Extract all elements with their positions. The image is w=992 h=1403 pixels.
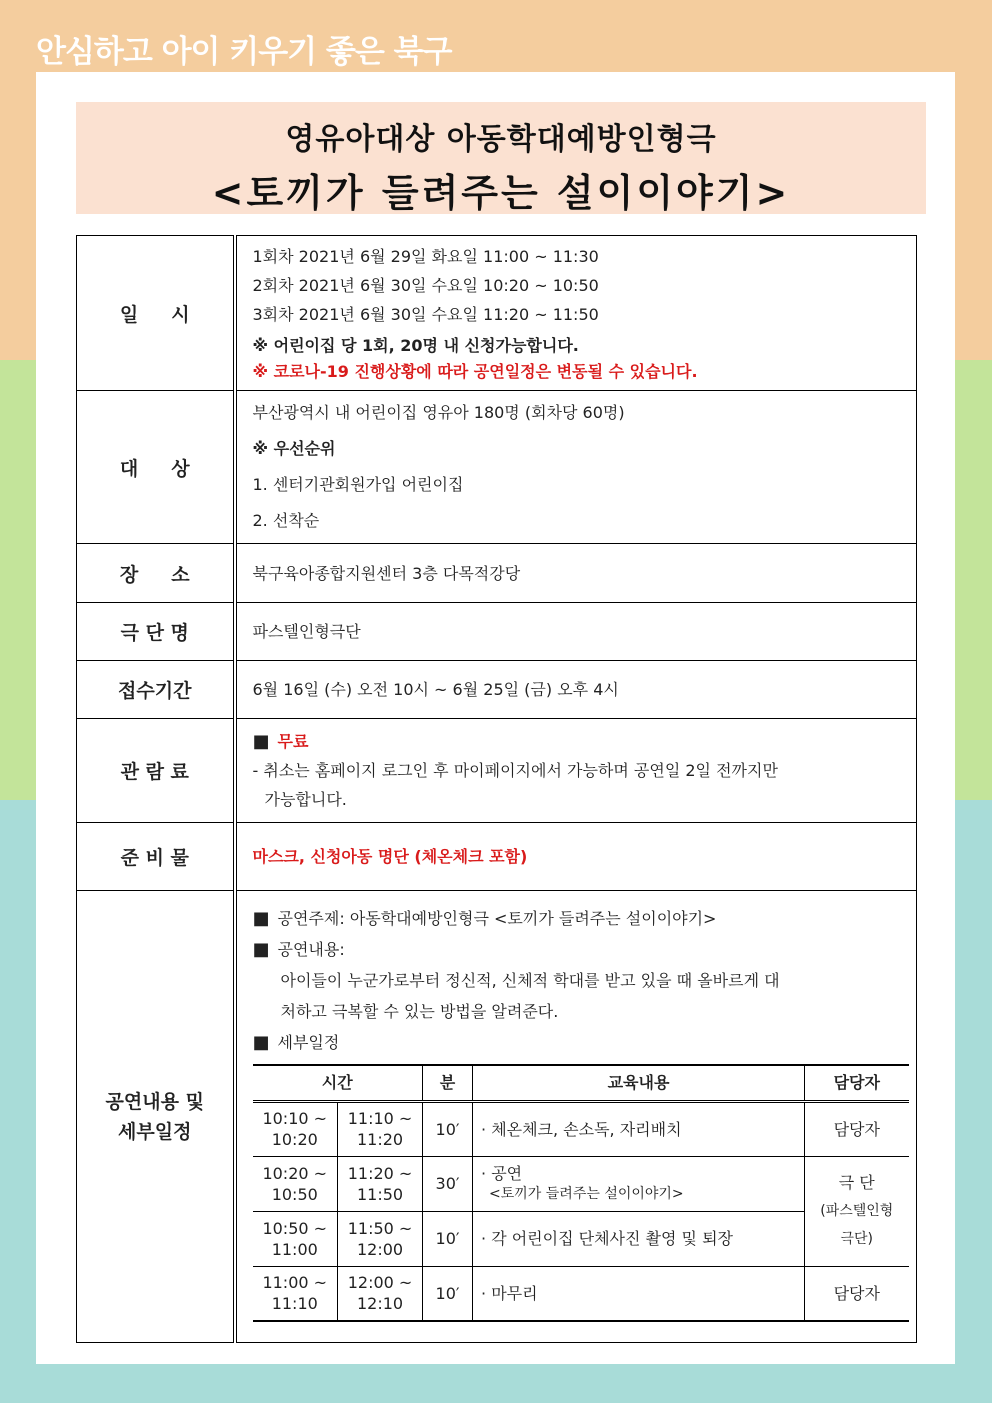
fee-note-line1: - 취소는 홈페이지 로그인 후 마이페이지에서 가능하며 공연일 2일 전까지만 <box>252 761 778 780</box>
label-target: 대 상 <box>77 391 235 544</box>
document-sheet <box>36 72 955 1364</box>
content-fee <box>235 719 917 823</box>
row-troupe <box>77 603 917 661</box>
slogan: 안심하고 아이 키우기 좋은 북구 <box>36 34 452 70</box>
content-target <box>235 391 917 544</box>
minutes: 30′ <box>423 1156 473 1211</box>
session-2: 2회차 2021년 6월 30일 수요일 10:20 ~ 10:50 <box>252 275 599 295</box>
square-bullet: ■ <box>252 939 270 960</box>
time-end: 11:10 <box>271 1294 318 1314</box>
priority-1: 1. 센터기관회원가입 어린이집 <box>252 475 464 494</box>
label-content-line1: 공연내용 및 <box>105 1090 204 1113</box>
topic: 공연주제: 아동학대예방인형극 <토끼가 들려주는 설이이야기> <box>277 909 717 928</box>
time-session1 <box>253 1266 338 1321</box>
label-place: 장 소 <box>77 544 235 603</box>
label-period: 접수기간 <box>77 661 235 719</box>
time-start: 12:00 ~ <box>347 1273 413 1293</box>
title-box <box>76 102 926 214</box>
time-start: 11:20 ~ <box>347 1163 413 1183</box>
time-end: 12:10 <box>356 1294 404 1314</box>
schedule-row <box>253 1101 909 1156</box>
owner: 담당자 <box>805 1101 909 1156</box>
time-session2 <box>338 1101 423 1156</box>
activity: · 체온체크, 손소독, 자리배치 <box>473 1101 805 1156</box>
label-fee: 관 람 료 <box>77 719 235 823</box>
time-session1 <box>253 1101 338 1156</box>
fee-note-line2: 가능합니다. <box>264 790 347 809</box>
troupe-value: 파스텔인형극단 <box>235 603 917 661</box>
label-content-line2: 세부일정 <box>118 1120 192 1143</box>
session-1: 1회차 2021년 6월 29일 화요일 11:00 ~ 11:30 <box>252 246 599 266</box>
desc-line2: 처하고 극복할 수 있는 방법을 알려준다. <box>280 1002 559 1021</box>
time-end: 10:20 <box>271 1130 318 1149</box>
square-bullet: ■ <box>252 1032 270 1053</box>
time-start: 10:10 ~ <box>262 1109 328 1128</box>
content-schedule <box>235 236 917 391</box>
row-target <box>77 391 917 544</box>
session-3: 3회차 2021년 6월 30일 수요일 11:20 ~ 11:50 <box>252 304 599 324</box>
minutes: 10′ <box>423 1211 473 1266</box>
target-line1: 부산광역시 내 어린이집 영유아 180명 (회차당 60명) <box>252 403 625 422</box>
time-session1 <box>253 1211 338 1266</box>
schedule-note: ※ 어린이집 당 1회, 20명 내 신청가능합니다. <box>252 335 579 355</box>
desc-line1: 아이들이 누군가로부터 정신적, 신체적 학대를 받고 있을 때 올바르게 대 <box>280 971 780 990</box>
period-value: 6월 16일 (수) 오전 10시 ~ 6월 25일 (금) 오후 4시 <box>235 661 917 719</box>
activity: · 마무리 <box>473 1266 805 1321</box>
title-line2: <토끼가 들려주는 설이이야기> <box>211 171 791 215</box>
time-end: 11:50 <box>356 1184 404 1204</box>
info-table <box>76 235 917 1343</box>
square-bullet: ■ <box>252 731 270 752</box>
time-end: 12:00 <box>356 1239 404 1259</box>
fee-value: 무료 <box>277 732 309 751</box>
activity <box>473 1156 805 1211</box>
time-start: 11:50 ~ <box>347 1218 413 1238</box>
activity: · 각 어린이집 단체사진 촬영 및 퇴장 <box>473 1211 805 1266</box>
title-line1: 영유아대상 아동학대예방인형극 <box>285 122 717 157</box>
time-end: 10:50 <box>271 1184 318 1204</box>
header-time: 시간 <box>253 1065 423 1101</box>
label-prep: 준 비 물 <box>77 823 235 891</box>
priority-2: 2. 선착순 <box>252 511 320 530</box>
label-content <box>77 891 235 1343</box>
schedule-row <box>253 1156 909 1211</box>
row-prep <box>77 823 917 891</box>
label-troupe: 극 단 명 <box>77 603 235 661</box>
desc-title: 공연내용: <box>277 940 345 959</box>
content-detail <box>235 891 917 1343</box>
owner: 담당자 <box>805 1266 909 1321</box>
label-schedule: 일 시 <box>77 236 235 391</box>
time-start: 10:50 ~ <box>262 1218 328 1238</box>
row-period <box>77 661 917 719</box>
row-schedule <box>77 236 917 391</box>
schedule-row <box>253 1266 909 1321</box>
schedule-warning: ※ 코로나-19 진행상황에 따라 공연일정은 변동될 수 있습니다. <box>252 361 698 381</box>
square-bullet: ■ <box>252 908 270 929</box>
schedule-header-row <box>253 1065 909 1101</box>
detail-title: 세부일정 <box>277 1033 340 1052</box>
header-owner: 담당자 <box>805 1065 909 1101</box>
time-start: 10:20 ~ <box>262 1163 328 1183</box>
activity-title: · 공연 <box>481 1163 523 1183</box>
minutes: 10′ <box>423 1101 473 1156</box>
owner-troupe-line3: 극단) <box>840 1231 874 1247</box>
time-session1 <box>253 1156 338 1211</box>
time-session2 <box>338 1211 423 1266</box>
row-fee <box>77 719 917 823</box>
owner-troupe-line1: 극 단 <box>838 1173 875 1192</box>
time-session2 <box>338 1266 423 1321</box>
prep-value: 마스크, 신청아동 명단 (체온체크 포함) <box>235 823 917 891</box>
place-value: 북구육아종합지원센터 3층 다목적강당 <box>235 544 917 603</box>
row-content <box>77 891 917 1343</box>
owner-troupe <box>805 1156 909 1266</box>
header-desc: 교육내용 <box>473 1065 805 1101</box>
row-place <box>77 544 917 603</box>
time-end: 11:00 <box>271 1239 318 1259</box>
header-min: 분 <box>423 1065 473 1101</box>
activity-subtitle: <토끼가 들려주는 설이이야기> <box>489 1185 684 1202</box>
owner-troupe-line2: (파스텔인형 <box>820 1203 894 1219</box>
time-end: 11:20 <box>356 1130 404 1149</box>
time-start: 11:00 ~ <box>262 1273 328 1293</box>
priority-title: ※ 우선순위 <box>252 439 336 458</box>
schedule-table <box>253 1064 909 1322</box>
minutes: 10′ <box>423 1266 473 1321</box>
time-start: 11:10 ~ <box>347 1109 413 1128</box>
time-session2 <box>338 1156 423 1211</box>
